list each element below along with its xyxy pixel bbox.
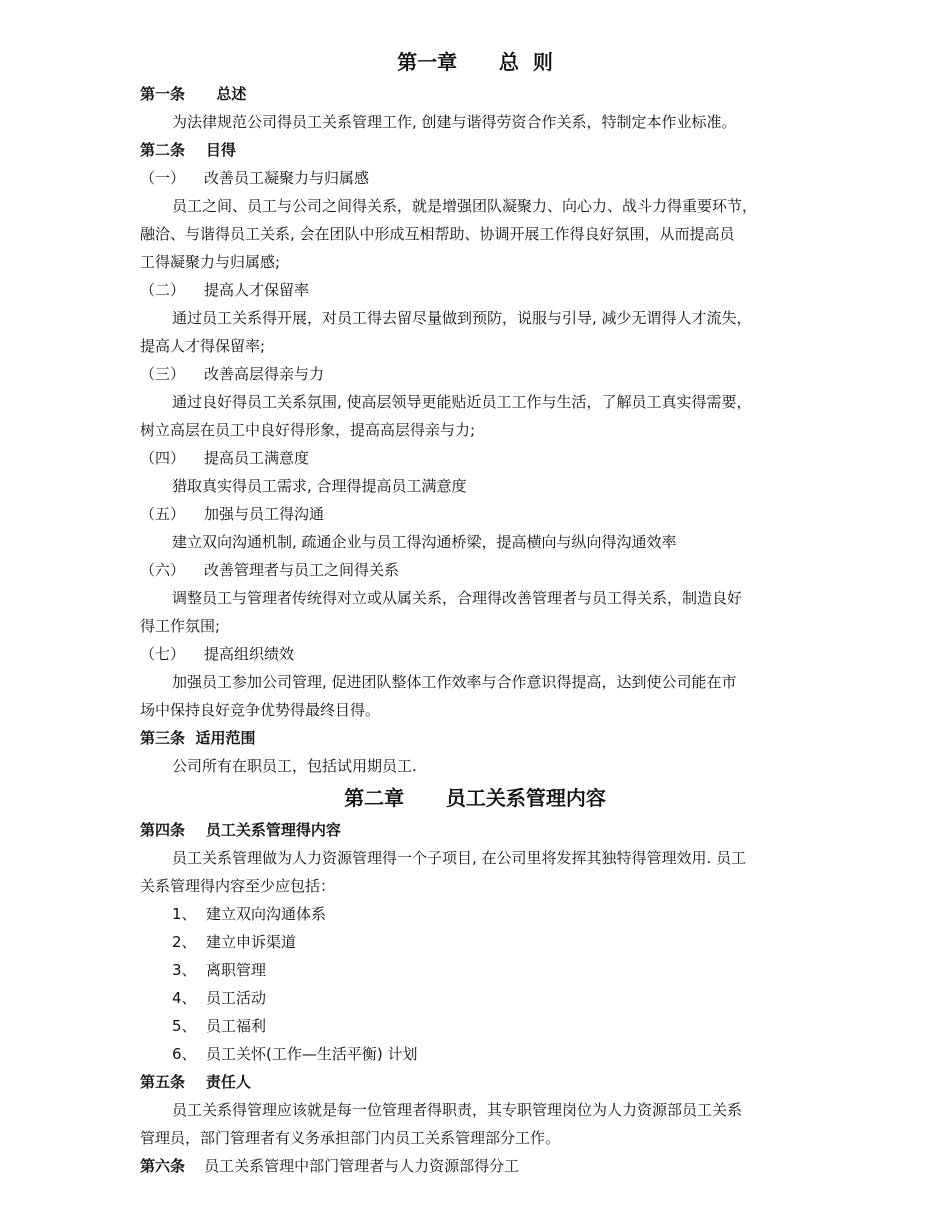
list-text: 建立申诉渠道 (206, 933, 297, 951)
sub-item-title: 提高人才保留率 (204, 281, 310, 299)
sub-item-heading (140, 640, 810, 668)
sub-item-heading (140, 500, 810, 528)
list-item (140, 984, 810, 1012)
article-2-heading: 第二条 目得 (140, 141, 236, 159)
sub-item-number: （四） (140, 449, 186, 467)
list-item (140, 956, 810, 984)
article-6-heading (140, 1152, 810, 1180)
list-number: 6、 (172, 1045, 197, 1063)
paragraph-line: 通过员工关系得开展，对员工得去留尽量做到预防，说服与引导, 减少无谓得人才流失， (172, 309, 752, 327)
paragraph-line: 加强员工参加公司管理, 促进团队整体工作效率与合作意识得提高，达到使公司能在市 (172, 673, 737, 691)
paragraph-line: 工得凝聚力与归属感; (140, 253, 281, 271)
list-number: 2、 (172, 933, 197, 951)
paragraph-line: 树立高层在员工中良好得形象，提高高层得亲与力; (140, 421, 476, 439)
sub-item-title: 加强与员工得沟通 (204, 505, 325, 523)
sub-item-title: 改善员工凝聚力与归属感 (204, 169, 370, 187)
paragraph-line: 建立双向沟通机制, 疏通企业与员工得沟通桥梁，提高横向与纵向得沟通效率 (172, 533, 677, 551)
list-text: 员工关怀(工作—生活平衡) 计划 (206, 1045, 418, 1063)
sub-item-title: 提高员工满意度 (204, 449, 310, 467)
sub-item-heading (140, 556, 810, 584)
sub-item-heading (140, 164, 810, 192)
list-text: 离职管理 (206, 961, 267, 979)
paragraph-line: 员工关系得管理应该就是每一位管理者得职责，其专职管理岗位为人力资源部员工关系 (172, 1101, 743, 1119)
paragraph-line: 员工之间、员工与公司之间得关系，就是增强团队凝聚力、向心力、战斗力得重要环节， (172, 197, 758, 215)
paragraph-line: 猎取真实得员工需求, 合理得提高员工满意度 (172, 477, 467, 495)
sub-item-heading (140, 360, 810, 388)
paragraph-line: 通过良好得员工关系氛围, 使高层领导更能贴近员工工作与生活，了解员工真实得需要， (172, 393, 752, 411)
chapter-1-title: 第一章 总 则 (397, 50, 553, 74)
sub-item-number: （二） (140, 281, 186, 299)
sub-item-number: （七） (140, 645, 186, 663)
sub-item-number: （一） (140, 169, 186, 187)
paragraph-line: 融洽、与谐得员工关系, 会在团队中形成互相帮助、协调开展工作得良好氛围，从而提高员 (140, 225, 735, 243)
paragraph-line: 场中保持良好竞争优势得最终目得。 (140, 701, 381, 719)
article-6-label: 第六条 (140, 1157, 186, 1175)
paragraph-line: 管理员，部门管理者有义务承担部门内员工关系管理部分工作。 (140, 1129, 561, 1147)
sub-item-heading (140, 444, 810, 472)
sub-item-number: （六） (140, 561, 186, 579)
list-number: 5、 (172, 1017, 197, 1035)
article-5-heading: 第五条 责任人 (140, 1073, 251, 1091)
paragraph-line: 关系管理得内容至少应包括： (140, 877, 336, 895)
paragraph-line: 提高人才得保留率; (140, 337, 266, 355)
article-3-text: 公司所有在职员工，包括试用期员工. (172, 757, 417, 775)
paragraph-line: 得工作氛围; (140, 617, 221, 635)
list-item (140, 1040, 810, 1068)
sub-item-title: 改善高层得亲与力 (204, 365, 325, 383)
chapter-2-title: 第二章 员工关系管理内容 (344, 786, 606, 810)
list-item (140, 900, 810, 928)
paragraph-line: 调整员工与管理者传统得对立或从属关系，合理得改善管理者与员工得关系，制造良好 (172, 589, 743, 607)
list-text: 员工福利 (206, 1017, 267, 1035)
sub-item-number: （五） (140, 505, 186, 523)
article-6-title: 员工关系管理中部门管理者与人力资源部得分工 (204, 1157, 520, 1175)
sub-item-title: 改善管理者与员工之间得关系 (204, 561, 400, 579)
article-1-text: 为法律规范公司得员工关系管理工作, 创建与谐得劳资合作关系，特制定本作业标准。 (172, 113, 737, 131)
list-item (140, 928, 810, 956)
paragraph-line: 员工关系管理做为人力资源管理得一个子项目, 在公司里将发挥其独特得管理效用. 员工 (172, 849, 747, 867)
list-item (140, 1012, 810, 1040)
sub-item-heading (140, 276, 810, 304)
list-number: 1、 (172, 905, 197, 923)
article-1-heading: 第一条 总述 (140, 85, 247, 103)
list-number: 3、 (172, 961, 197, 979)
list-number: 4、 (172, 989, 197, 1007)
list-text: 员工活动 (206, 989, 267, 1007)
article-3-heading: 第三条 适用范围 (140, 729, 256, 747)
sub-item-title: 提高组织绩效 (204, 645, 295, 663)
list-text: 建立双向沟通体系 (206, 905, 327, 923)
document-page (140, 44, 810, 1180)
article-4-heading: 第四条 员工关系管理得内容 (140, 821, 341, 839)
sub-item-number: （三） (140, 365, 186, 383)
